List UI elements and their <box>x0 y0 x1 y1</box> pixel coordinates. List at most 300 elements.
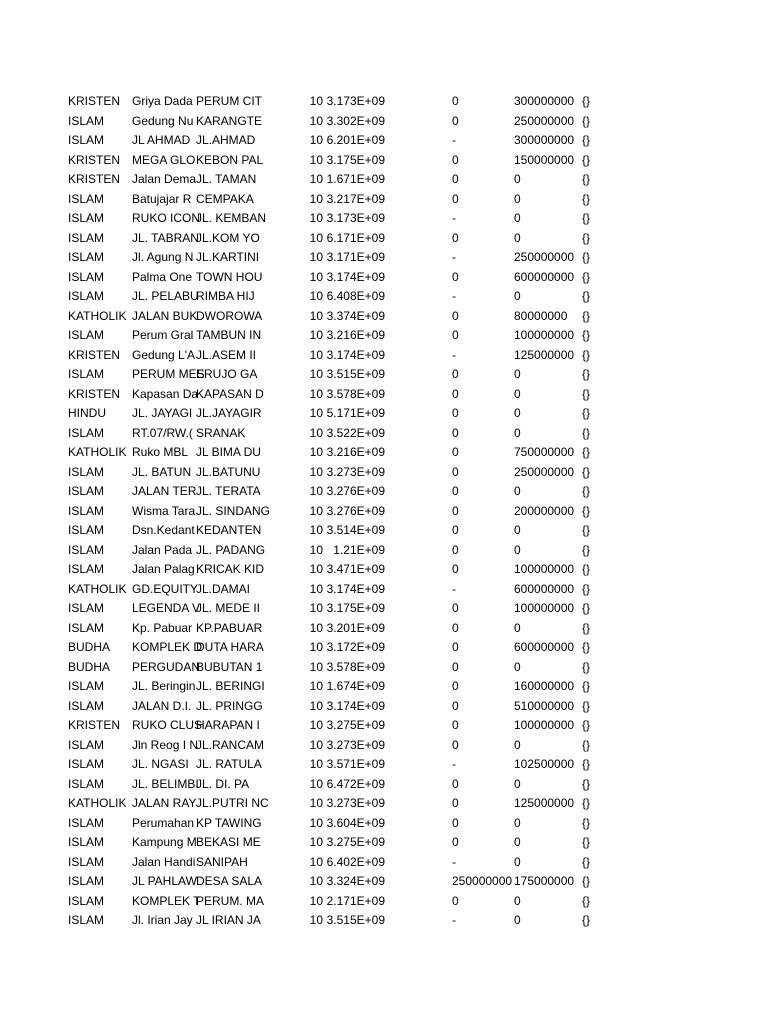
amount-cell[interactable]: 100000000 <box>514 601 575 615</box>
value-cell[interactable]: 0 <box>452 308 459 323</box>
value-cell[interactable]: 0 <box>452 893 459 908</box>
brace-cell[interactable]: {} <box>581 893 590 908</box>
amount-cell[interactable]: 0 <box>514 406 521 420</box>
value-cell[interactable]: 0 <box>452 620 459 635</box>
religion-cell[interactable]: ISLAM <box>68 893 105 908</box>
value-cell[interactable]: 0 <box>452 503 459 518</box>
brace-cell[interactable]: {} <box>581 796 590 810</box>
name-cell[interactable]: JL. NGASI <box>132 757 189 771</box>
id-cell[interactable]: 3.216E+09 <box>326 445 385 459</box>
address-cell[interactable]: KEDANTEN <box>196 523 262 537</box>
name-cell[interactable]: GD.EQUITY <box>132 581 199 596</box>
id-cell[interactable]: 3.578E+09 <box>326 659 385 674</box>
number-cell[interactable]: 10 <box>309 464 323 479</box>
name-cell[interactable]: Wisma Tara <box>132 503 196 518</box>
religion-cell[interactable]: ISLAM <box>68 230 105 245</box>
number-cell[interactable]: 10 <box>309 835 323 849</box>
religion-cell[interactable]: KRISTEN <box>68 94 121 108</box>
number-cell[interactable]: 10 <box>309 211 323 225</box>
id-cell[interactable]: 3.217E+09 <box>326 191 385 206</box>
id-cell[interactable]: 3.174E+09 <box>326 269 385 284</box>
brace-cell[interactable]: {} <box>581 523 590 537</box>
number-cell[interactable]: 10 <box>309 562 323 576</box>
value-cell[interactable]: 0 <box>452 796 459 810</box>
name-cell[interactable]: LEGENDA V <box>132 601 201 615</box>
name-cell[interactable]: KOMPLEK T <box>132 893 201 908</box>
value-cell[interactable]: 0 <box>452 698 459 713</box>
amount-cell[interactable]: 80000000 <box>514 308 568 323</box>
value-cell[interactable]: 0 <box>452 445 459 459</box>
religion-cell[interactable]: ISLAM <box>68 835 105 849</box>
religion-cell[interactable]: ISLAM <box>68 269 105 284</box>
value-cell[interactable]: 0 <box>452 835 459 849</box>
number-cell[interactable]: 10 <box>309 328 323 342</box>
amount-cell[interactable]: 200000000 <box>514 503 575 518</box>
amount-cell[interactable]: 100000000 <box>514 328 575 342</box>
number-cell[interactable]: 10 <box>309 815 323 830</box>
brace-cell[interactable]: {} <box>581 445 590 459</box>
amount-cell[interactable]: 300000000 <box>514 133 575 147</box>
name-cell[interactable]: Perum Gral <box>132 328 194 342</box>
value-cell[interactable]: 0 <box>452 230 459 245</box>
brace-cell[interactable]: {} <box>581 191 590 206</box>
address-cell[interactable]: ERUJO GA <box>196 367 258 381</box>
value-cell[interactable]: 0 <box>452 815 459 830</box>
brace-cell[interactable]: {} <box>581 503 590 518</box>
brace-cell[interactable]: {} <box>581 367 590 381</box>
amount-cell[interactable]: 0 <box>514 484 521 498</box>
number-cell[interactable]: 10 <box>309 503 323 518</box>
number-cell[interactable]: 10 <box>309 113 323 128</box>
religion-cell[interactable]: ISLAM <box>68 191 105 206</box>
religion-cell[interactable]: BUDHA <box>68 640 111 654</box>
address-cell[interactable]: TOWN HOU <box>196 269 263 284</box>
amount-cell[interactable]: 175000000 <box>514 874 575 888</box>
address-cell[interactable]: BUBUTAN 1 <box>196 659 263 674</box>
name-cell[interactable]: JALAN BUK <box>132 308 198 323</box>
address-cell[interactable]: HARAPAN I <box>196 718 260 732</box>
amount-cell[interactable]: 0 <box>514 172 521 186</box>
number-cell[interactable]: 10 <box>309 796 323 810</box>
value-cell[interactable]: 0 <box>452 94 459 108</box>
name-cell[interactable]: Palma One <box>132 269 193 284</box>
address-cell[interactable]: JL.ASEM II <box>196 347 257 362</box>
address-cell[interactable]: DUTA HARA <box>196 640 264 654</box>
id-cell[interactable]: 3.514E+09 <box>326 523 385 537</box>
religion-cell[interactable]: HINDU <box>68 406 106 420</box>
value-cell[interactable]: 0 <box>452 484 459 498</box>
brace-cell[interactable]: {} <box>581 94 590 108</box>
number-cell[interactable]: 10 <box>309 94 323 108</box>
amount-cell[interactable]: 125000000 <box>514 347 575 362</box>
name-cell[interactable]: JL. PELABU <box>132 289 199 303</box>
address-cell[interactable]: JL. PADANG <box>196 542 266 557</box>
name-cell[interactable]: Batujajar R <box>132 191 192 206</box>
religion-cell[interactable]: ISLAM <box>68 523 105 537</box>
value-cell[interactable]: 0 <box>452 152 459 167</box>
address-cell[interactable]: JL IRIAN JA <box>196 913 261 927</box>
value-cell[interactable]: 0 <box>452 523 459 537</box>
number-cell[interactable]: 10 <box>309 308 323 323</box>
number-cell[interactable]: 10 <box>309 718 323 732</box>
name-cell[interactable]: MEGA GLO <box>132 152 196 167</box>
id-cell[interactable]: 6.201E+09 <box>326 133 385 147</box>
amount-cell[interactable]: 0 <box>514 367 521 381</box>
id-cell[interactable]: 3.302E+09 <box>326 113 385 128</box>
brace-cell[interactable]: {} <box>581 581 590 596</box>
name-cell[interactable]: Perumahan <box>132 815 195 830</box>
number-cell[interactable]: 10 <box>309 640 323 654</box>
amount-cell[interactable]: 0 <box>514 815 521 830</box>
id-cell[interactable]: 3.173E+09 <box>326 94 385 108</box>
brace-cell[interactable]: {} <box>581 640 590 654</box>
value-cell[interactable]: 0 <box>452 542 459 557</box>
religion-cell[interactable]: ISLAM <box>68 484 105 498</box>
brace-cell[interactable]: {} <box>581 601 590 615</box>
amount-cell[interactable]: 600000000 <box>514 269 575 284</box>
name-cell[interactable]: JALAN TER <box>132 484 197 498</box>
brace-cell[interactable]: {} <box>581 172 590 186</box>
value-cell[interactable]: - <box>452 289 456 303</box>
religion-cell[interactable]: KRISTEN <box>68 386 121 401</box>
brace-cell[interactable]: {} <box>581 854 590 869</box>
name-cell[interactable]: Griya Dada <box>132 94 193 108</box>
brace-cell[interactable]: {} <box>581 835 590 849</box>
value-cell[interactable]: 0 <box>452 737 459 752</box>
address-cell[interactable]: JL. TERATA <box>196 484 261 498</box>
number-cell[interactable]: 10 <box>309 620 323 635</box>
brace-cell[interactable]: {} <box>581 230 590 245</box>
amount-cell[interactable]: 102500000 <box>514 757 575 771</box>
religion-cell[interactable]: ISLAM <box>68 562 105 576</box>
amount-cell[interactable]: 250000000 <box>514 113 575 128</box>
name-cell[interactable]: Kapasan Da <box>132 386 199 401</box>
value-cell[interactable]: 250000000 <box>452 874 513 888</box>
name-cell[interactable]: JL PAHLAW <box>132 874 197 888</box>
number-cell[interactable]: 10 <box>309 484 323 498</box>
amount-cell[interactable]: 0 <box>514 835 521 849</box>
amount-cell[interactable]: 300000000 <box>514 94 575 108</box>
brace-cell[interactable]: {} <box>581 757 590 771</box>
number-cell[interactable]: 10 <box>309 347 323 362</box>
amount-cell[interactable]: 0 <box>514 523 521 537</box>
religion-cell[interactable]: ISLAM <box>68 620 105 635</box>
value-cell[interactable]: 0 <box>452 406 459 420</box>
id-cell[interactable]: 3.604E+09 <box>326 815 385 830</box>
number-cell[interactable]: 10 <box>309 445 323 459</box>
number-cell[interactable]: 10 <box>309 152 323 167</box>
number-cell[interactable]: 10 <box>309 913 323 927</box>
brace-cell[interactable]: {} <box>581 815 590 830</box>
id-cell[interactable]: 3.173E+09 <box>326 211 385 225</box>
id-cell[interactable]: 3.216E+09 <box>326 328 385 342</box>
brace-cell[interactable]: {} <box>581 406 590 420</box>
religion-cell[interactable]: ISLAM <box>68 698 105 713</box>
amount-cell[interactable]: 600000000 <box>514 581 575 596</box>
religion-cell[interactable]: ISLAM <box>68 854 105 869</box>
amount-cell[interactable]: 0 <box>514 913 521 927</box>
religion-cell[interactable]: KATHOLIK <box>68 796 127 810</box>
religion-cell[interactable]: ISLAM <box>68 133 105 147</box>
number-cell[interactable]: 10 <box>309 386 323 401</box>
id-cell[interactable]: 3.276E+09 <box>326 503 385 518</box>
religion-cell[interactable]: ISLAM <box>68 503 105 518</box>
number-cell[interactable]: 10 <box>309 250 323 264</box>
name-cell[interactable]: JL. TABRAN <box>132 230 199 245</box>
religion-cell[interactable]: ISLAM <box>68 913 105 927</box>
name-cell[interactable]: JL AHMAD <box>132 133 191 147</box>
number-cell[interactable]: 10 <box>309 230 323 245</box>
brace-cell[interactable]: {} <box>581 133 590 147</box>
amount-cell[interactable]: 0 <box>514 542 521 557</box>
id-cell[interactable]: 3.276E+09 <box>326 484 385 498</box>
name-cell[interactable]: Kp. Pabuar <box>132 620 193 635</box>
id-cell[interactable]: 3.201E+09 <box>326 620 385 635</box>
amount-cell[interactable]: 100000000 <box>514 562 575 576</box>
name-cell[interactable]: JL. BATUN <box>132 464 192 479</box>
value-cell[interactable]: 0 <box>452 113 459 128</box>
name-cell[interactable]: PERUM MES <box>132 367 205 381</box>
amount-cell[interactable]: 0 <box>514 776 521 791</box>
address-cell[interactable]: BEKASI ME <box>196 835 261 849</box>
brace-cell[interactable]: {} <box>581 737 590 752</box>
name-cell[interactable]: JALAN D.I. <box>132 698 192 713</box>
address-cell[interactable]: KP TAWING <box>196 815 262 830</box>
brace-cell[interactable]: {} <box>581 718 590 732</box>
address-cell[interactable]: JL. SINDANG <box>196 503 271 518</box>
number-cell[interactable]: 10 <box>309 289 323 303</box>
address-cell[interactable]: PERUM CIT <box>196 94 262 108</box>
number-cell[interactable]: 10 <box>309 776 323 791</box>
address-cell[interactable]: JL. DI. PA <box>196 776 250 791</box>
address-cell[interactable]: DESA SALA <box>196 874 263 888</box>
number-cell[interactable]: 10 <box>309 269 323 284</box>
id-cell[interactable]: 3.578E+09 <box>326 386 385 401</box>
id-cell[interactable]: 3.515E+09 <box>326 367 385 381</box>
value-cell[interactable]: 0 <box>452 718 459 732</box>
religion-cell[interactable]: ISLAM <box>68 776 105 791</box>
name-cell[interactable]: Gedung L'A <box>132 347 196 362</box>
name-cell[interactable]: Dsn.Kedant <box>132 523 195 537</box>
number-cell[interactable]: 10 <box>309 874 323 888</box>
name-cell[interactable]: Jalan Pada <box>132 542 193 557</box>
brace-cell[interactable]: {} <box>581 347 590 362</box>
value-cell[interactable]: 0 <box>452 659 459 674</box>
value-cell[interactable]: - <box>452 211 456 225</box>
number-cell[interactable]: 10 <box>309 757 323 771</box>
name-cell[interactable]: JL. Beringin <box>132 679 196 693</box>
brace-cell[interactable]: {} <box>581 269 590 284</box>
name-cell[interactable]: RT.07/RW.( <box>132 425 193 440</box>
amount-cell[interactable]: 250000000 <box>514 464 575 479</box>
number-cell[interactable]: 10 <box>309 581 323 596</box>
name-cell[interactable]: JL. JAYAGI <box>132 406 193 420</box>
name-cell[interactable]: Jalan Dema <box>132 172 197 186</box>
address-cell[interactable]: JL.RANCAM <box>196 737 265 752</box>
number-cell[interactable]: 10 <box>309 737 323 752</box>
value-cell[interactable]: 0 <box>452 425 459 440</box>
address-cell[interactable]: KEBON PAL <box>196 152 264 167</box>
number-cell[interactable]: 10 <box>309 542 323 557</box>
name-cell[interactable]: Kampung M <box>132 835 197 849</box>
amount-cell[interactable]: 0 <box>514 620 521 635</box>
value-cell[interactable]: - <box>452 757 456 771</box>
religion-cell[interactable]: BUDHA <box>68 659 111 674</box>
id-cell[interactable]: 1.674E+09 <box>326 679 385 693</box>
number-cell[interactable]: 10 <box>309 425 323 440</box>
brace-cell[interactable]: {} <box>581 152 590 167</box>
name-cell[interactable]: JL. BELIMBI <box>132 776 199 791</box>
brace-cell[interactable]: {} <box>581 698 590 713</box>
religion-cell[interactable]: ISLAM <box>68 250 105 264</box>
amount-cell[interactable]: 125000000 <box>514 796 575 810</box>
religion-cell[interactable]: ISLAM <box>68 679 105 693</box>
value-cell[interactable]: - <box>452 347 456 362</box>
value-cell[interactable]: - <box>452 250 456 264</box>
amount-cell[interactable]: 0 <box>514 425 521 440</box>
value-cell[interactable]: - <box>452 581 456 596</box>
address-cell[interactable]: JL. BERINGI <box>196 679 265 693</box>
number-cell[interactable]: 10 <box>309 523 323 537</box>
name-cell[interactable]: Jalan Handi <box>132 854 196 869</box>
value-cell[interactable]: 0 <box>452 191 459 206</box>
address-cell[interactable]: JL.JAYAGIR <box>196 406 262 420</box>
address-cell[interactable]: JL. RATULA <box>196 757 262 771</box>
amount-cell[interactable]: 0 <box>514 854 521 869</box>
religion-cell[interactable]: KATHOLIK <box>68 308 127 323</box>
religion-cell[interactable]: KRISTEN <box>68 172 121 186</box>
address-cell[interactable]: JL. TAMAN <box>196 172 257 186</box>
address-cell[interactable]: JL.BATUNU <box>196 464 261 479</box>
number-cell[interactable]: 10 <box>309 679 323 693</box>
brace-cell[interactable]: {} <box>581 464 590 479</box>
brace-cell[interactable]: {} <box>581 776 590 791</box>
address-cell[interactable]: TAMBUN IN <box>196 328 262 342</box>
religion-cell[interactable]: ISLAM <box>68 815 105 830</box>
id-cell[interactable]: 3.174E+09 <box>326 698 385 713</box>
id-cell[interactable]: 3.175E+09 <box>326 152 385 167</box>
address-cell[interactable]: SANIPAH <box>196 854 248 869</box>
religion-cell[interactable]: ISLAM <box>68 737 105 752</box>
value-cell[interactable]: 0 <box>452 776 459 791</box>
id-cell[interactable]: 6.472E+09 <box>326 776 385 791</box>
address-cell[interactable]: SRANAK <box>196 425 246 440</box>
address-cell[interactable]: JL.KARTINI <box>196 250 260 264</box>
number-cell[interactable]: 10 <box>309 172 323 186</box>
id-cell[interactable]: 3.522E+09 <box>326 425 385 440</box>
id-cell[interactable]: 3.275E+09 <box>326 718 385 732</box>
address-cell[interactable]: PERUM. MA <box>196 893 265 908</box>
religion-cell[interactable]: KRISTEN <box>68 152 121 167</box>
id-cell[interactable]: 3.515E+09 <box>326 913 385 927</box>
address-cell[interactable]: JL. KEMBAN <box>196 211 267 225</box>
address-cell[interactable]: JL. PRINGG <box>196 698 263 713</box>
value-cell[interactable]: 0 <box>452 269 459 284</box>
id-cell[interactable]: 1.21E+09 <box>333 542 385 557</box>
address-cell[interactable]: JL.AHMAD <box>196 133 256 147</box>
value-cell[interactable]: 0 <box>452 464 459 479</box>
address-cell[interactable]: CEMPAKA <box>196 191 254 206</box>
religion-cell[interactable]: ISLAM <box>68 289 105 303</box>
religion-cell[interactable]: KRISTEN <box>68 347 121 362</box>
brace-cell[interactable]: {} <box>581 308 590 323</box>
number-cell[interactable]: 10 <box>309 854 323 869</box>
id-cell[interactable]: 3.273E+09 <box>326 796 385 810</box>
number-cell[interactable]: 10 <box>309 367 323 381</box>
name-cell[interactable]: JALAN RAY <box>132 796 197 810</box>
address-cell[interactable]: DWOROWA <box>196 308 263 323</box>
amount-cell[interactable]: 600000000 <box>514 640 575 654</box>
number-cell[interactable]: 10 <box>309 698 323 713</box>
amount-cell[interactable]: 0 <box>514 737 521 752</box>
number-cell[interactable]: 10 <box>309 133 323 147</box>
name-cell[interactable]: Jln Reog I N <box>132 737 199 752</box>
religion-cell[interactable]: ISLAM <box>68 874 105 888</box>
id-cell[interactable]: 1.671E+09 <box>326 172 385 186</box>
name-cell[interactable]: Jl. Agung N <box>132 250 194 264</box>
id-cell[interactable]: 6.402E+09 <box>326 854 385 869</box>
number-cell[interactable]: 10 <box>309 191 323 206</box>
name-cell[interactable]: Ruko MBL <box>132 445 189 459</box>
brace-cell[interactable]: {} <box>581 659 590 674</box>
value-cell[interactable]: 0 <box>452 386 459 401</box>
religion-cell[interactable]: KATHOLIK <box>68 581 127 596</box>
id-cell[interactable]: 3.571E+09 <box>326 757 385 771</box>
id-cell[interactable]: 6.171E+09 <box>326 230 385 245</box>
amount-cell[interactable]: 750000000 <box>514 445 575 459</box>
religion-cell[interactable]: ISLAM <box>68 601 105 615</box>
amount-cell[interactable]: 100000000 <box>514 718 575 732</box>
religion-cell[interactable]: KATHOLIK <box>68 445 127 459</box>
address-cell[interactable]: KRICAK KID <box>196 562 265 576</box>
number-cell[interactable]: 10 <box>309 659 323 674</box>
amount-cell[interactable]: 0 <box>514 289 521 303</box>
name-cell[interactable]: Jl. Irian Jay <box>132 913 193 927</box>
address-cell[interactable]: KARANGTE <box>196 113 263 128</box>
brace-cell[interactable]: {} <box>581 113 590 128</box>
religion-cell[interactable]: ISLAM <box>68 367 105 381</box>
value-cell[interactable]: 0 <box>452 328 459 342</box>
amount-cell[interactable]: 0 <box>514 659 521 674</box>
id-cell[interactable]: 3.273E+09 <box>326 464 385 479</box>
address-cell[interactable]: RIMBA HIJ <box>196 289 255 303</box>
religion-cell[interactable]: ISLAM <box>68 113 105 128</box>
religion-cell[interactable]: ISLAM <box>68 542 105 557</box>
address-cell[interactable]: KP.PABUAR <box>196 620 263 635</box>
value-cell[interactable]: 0 <box>452 640 459 654</box>
number-cell[interactable]: 10 <box>309 406 323 420</box>
amount-cell[interactable]: 0 <box>514 893 521 908</box>
religion-cell[interactable]: ISLAM <box>68 328 105 342</box>
brace-cell[interactable]: {} <box>581 542 590 557</box>
brace-cell[interactable]: {} <box>581 484 590 498</box>
religion-cell[interactable]: ISLAM <box>68 211 105 225</box>
id-cell[interactable]: 3.374E+09 <box>326 308 385 323</box>
value-cell[interactable]: 0 <box>452 679 459 693</box>
religion-cell[interactable]: ISLAM <box>68 464 105 479</box>
brace-cell[interactable]: {} <box>581 328 590 342</box>
name-cell[interactable]: RUKO ICON <box>132 211 201 225</box>
number-cell[interactable]: 10 <box>309 893 323 908</box>
id-cell[interactable]: 3.273E+09 <box>326 737 385 752</box>
brace-cell[interactable]: {} <box>581 386 590 401</box>
id-cell[interactable]: 2.171E+09 <box>326 893 385 908</box>
religion-cell[interactable]: ISLAM <box>68 757 105 771</box>
value-cell[interactable]: 0 <box>452 367 459 381</box>
amount-cell[interactable]: 150000000 <box>514 152 575 167</box>
brace-cell[interactable]: {} <box>581 620 590 635</box>
id-cell[interactable]: 3.275E+09 <box>326 835 385 849</box>
